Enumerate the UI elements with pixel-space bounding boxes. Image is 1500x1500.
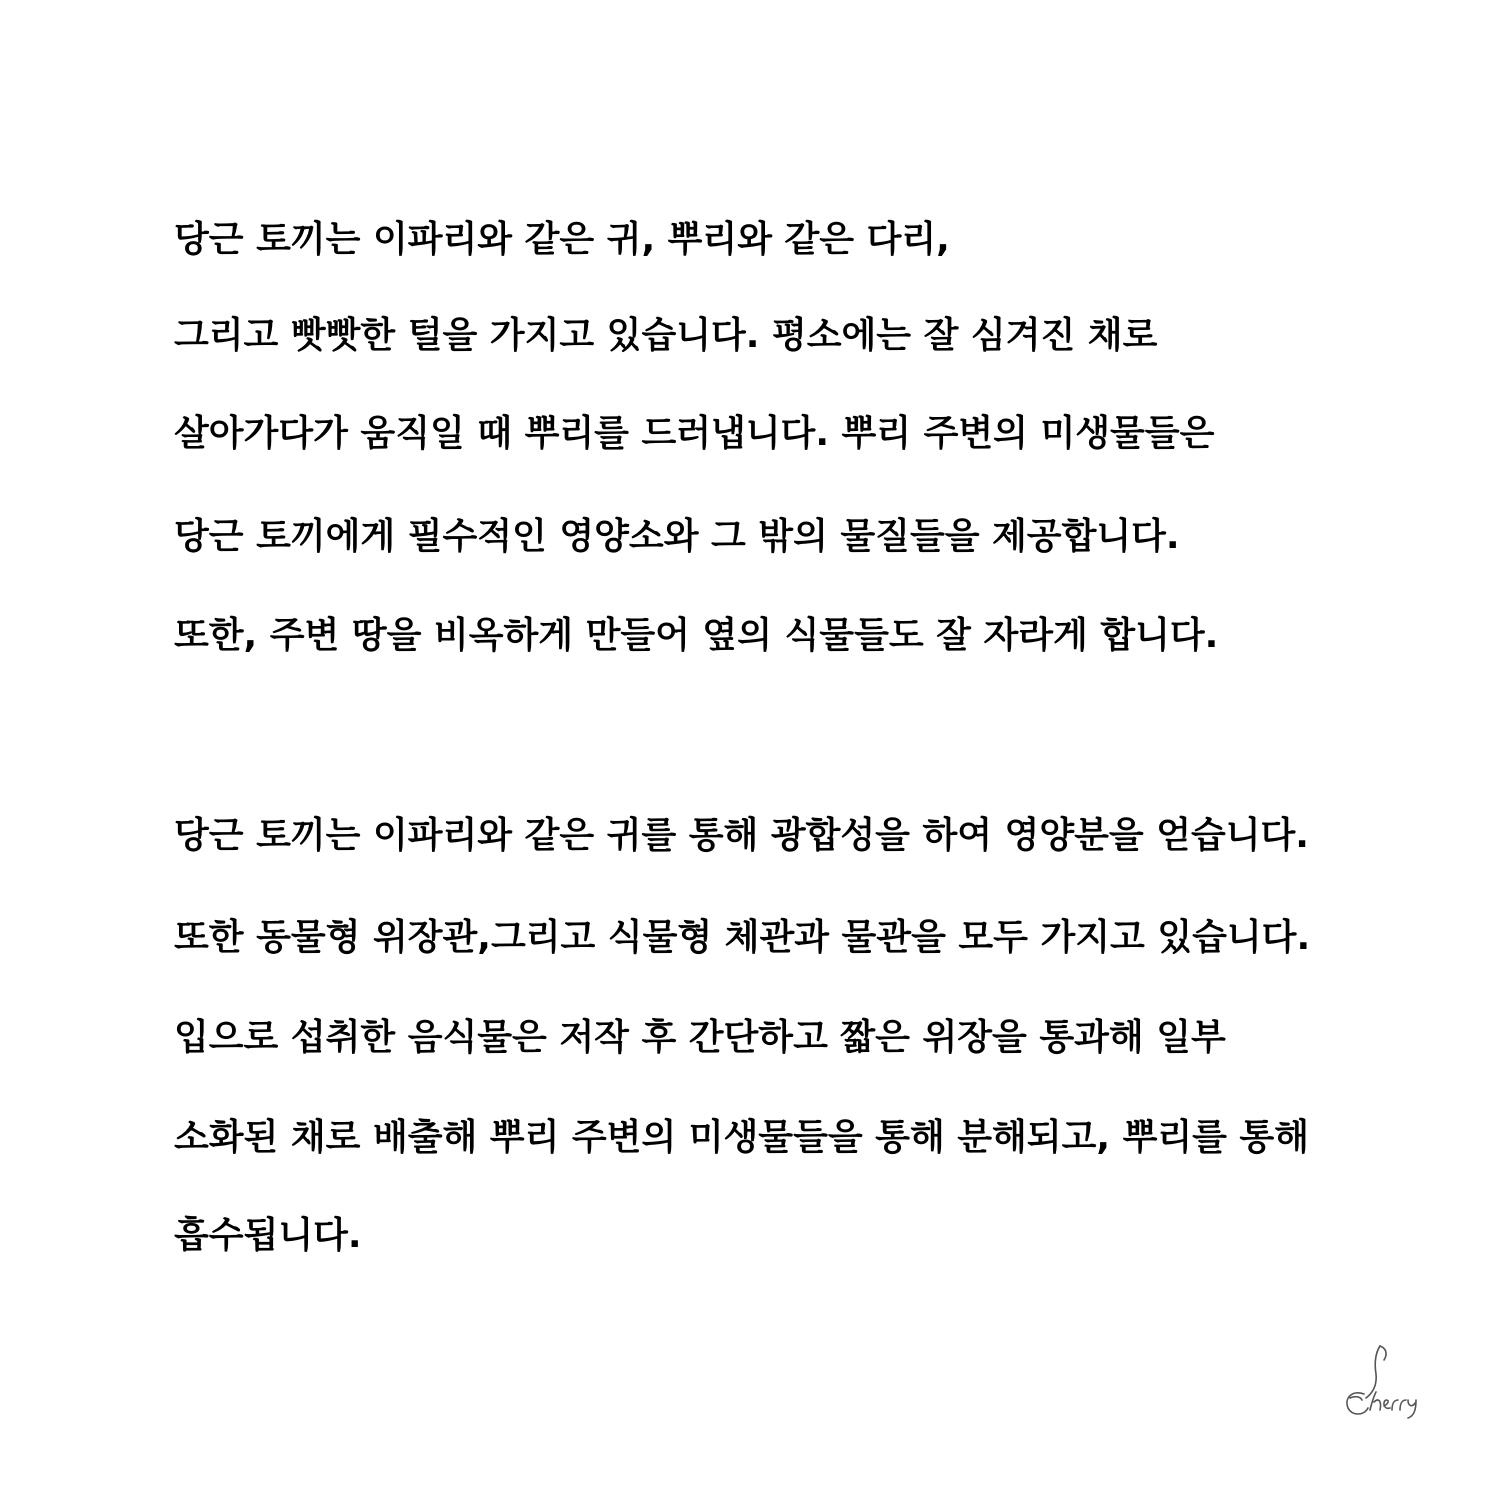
paragraph-2-line-3: 입으로 섭취한 음식물은 저작 후 간단하고 짧은 위장을 통과해 일부 — [174, 1017, 1226, 1058]
paragraph-2-line-2: 또한 동물형 위장관,그리고 식물형 체관과 물관을 모두 가지고 있습니다. — [174, 917, 1311, 958]
paragraph-2-line-5: 흡수됩니다. — [174, 1215, 362, 1256]
cherry-signature-icon — [1330, 1340, 1440, 1420]
paragraph-2-line-1: 당근 토끼는 이파리와 같은 귀를 통해 광합성을 하여 영양분을 얻습니다. — [174, 815, 1309, 856]
paragraph-1-line-1: 당근 토끼는 이파리와 같은 귀, 뿌리와 같은 다리, — [174, 219, 950, 260]
paragraph-1-line-2: 그리고 빳빳한 털을 가지고 있습니다. 평소에는 잘 심겨진 채로 — [174, 315, 1158, 356]
paragraph-1-line-4: 당근 토끼에게 필수적인 영양소와 그 밖의 물질들을 제공합니다. — [174, 516, 1180, 557]
paragraph-1-line-5: 또한, 주변 땅을 비옥하게 만들어 옆의 식물들도 잘 자라게 합니다. — [174, 615, 1219, 656]
paragraph-1-line-3: 살아가다가 움직일 때 뿌리를 드러냅니다. 뿌리 주변의 미생물들은 — [174, 413, 1215, 454]
paragraph-2-line-4: 소화된 채로 배출해 뿌리 주변의 미생물들을 통해 분해되고, 뿌리를 통해 — [174, 1117, 1309, 1158]
